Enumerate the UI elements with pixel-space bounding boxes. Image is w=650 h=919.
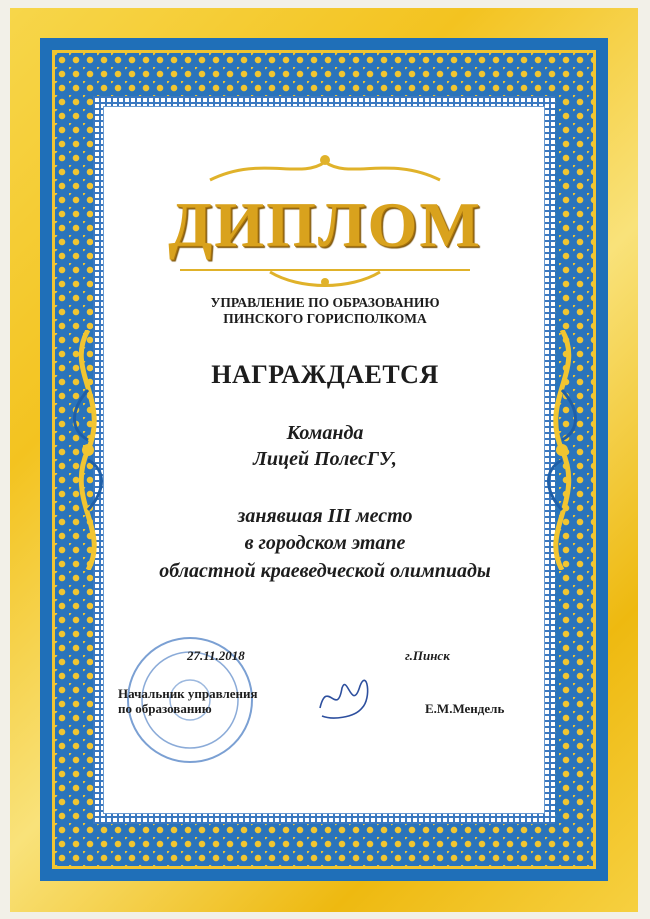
signature-icon <box>312 668 382 726</box>
recipient-line-2: Лицей ПолесГУ, <box>253 448 397 470</box>
signatory-name: Е.М.Мендель <box>425 701 505 716</box>
award-heading: НАГРАЖДАЕТСЯ <box>211 360 439 389</box>
top-flourish-icon <box>150 150 500 190</box>
issue-city: г.Пинск <box>405 648 450 663</box>
title-block <box>150 150 500 270</box>
organization-line-2: ПИНСКОГО ГОРИСПОЛКОМА <box>223 311 427 326</box>
recipient-line-1: Команда <box>286 422 364 444</box>
diploma-title: ДИПЛОМ <box>168 189 482 260</box>
bottom-flourish-icon <box>150 262 500 292</box>
achievement-line-1: занявшая III место <box>237 505 413 527</box>
signatory-position-line-1: Начальник управления <box>118 686 258 701</box>
issue-date: 27.11.2018 <box>187 648 245 663</box>
achievement-line-3: областной краеведческой олимпиады <box>159 560 491 582</box>
organization-line-1: УПРАВЛЕНИЕ ПО ОБРАЗОВАНИЮ <box>210 295 440 310</box>
achievement-line-2: в городском этапе <box>244 532 406 554</box>
signatory-position-line-2: по образованию <box>118 701 212 716</box>
